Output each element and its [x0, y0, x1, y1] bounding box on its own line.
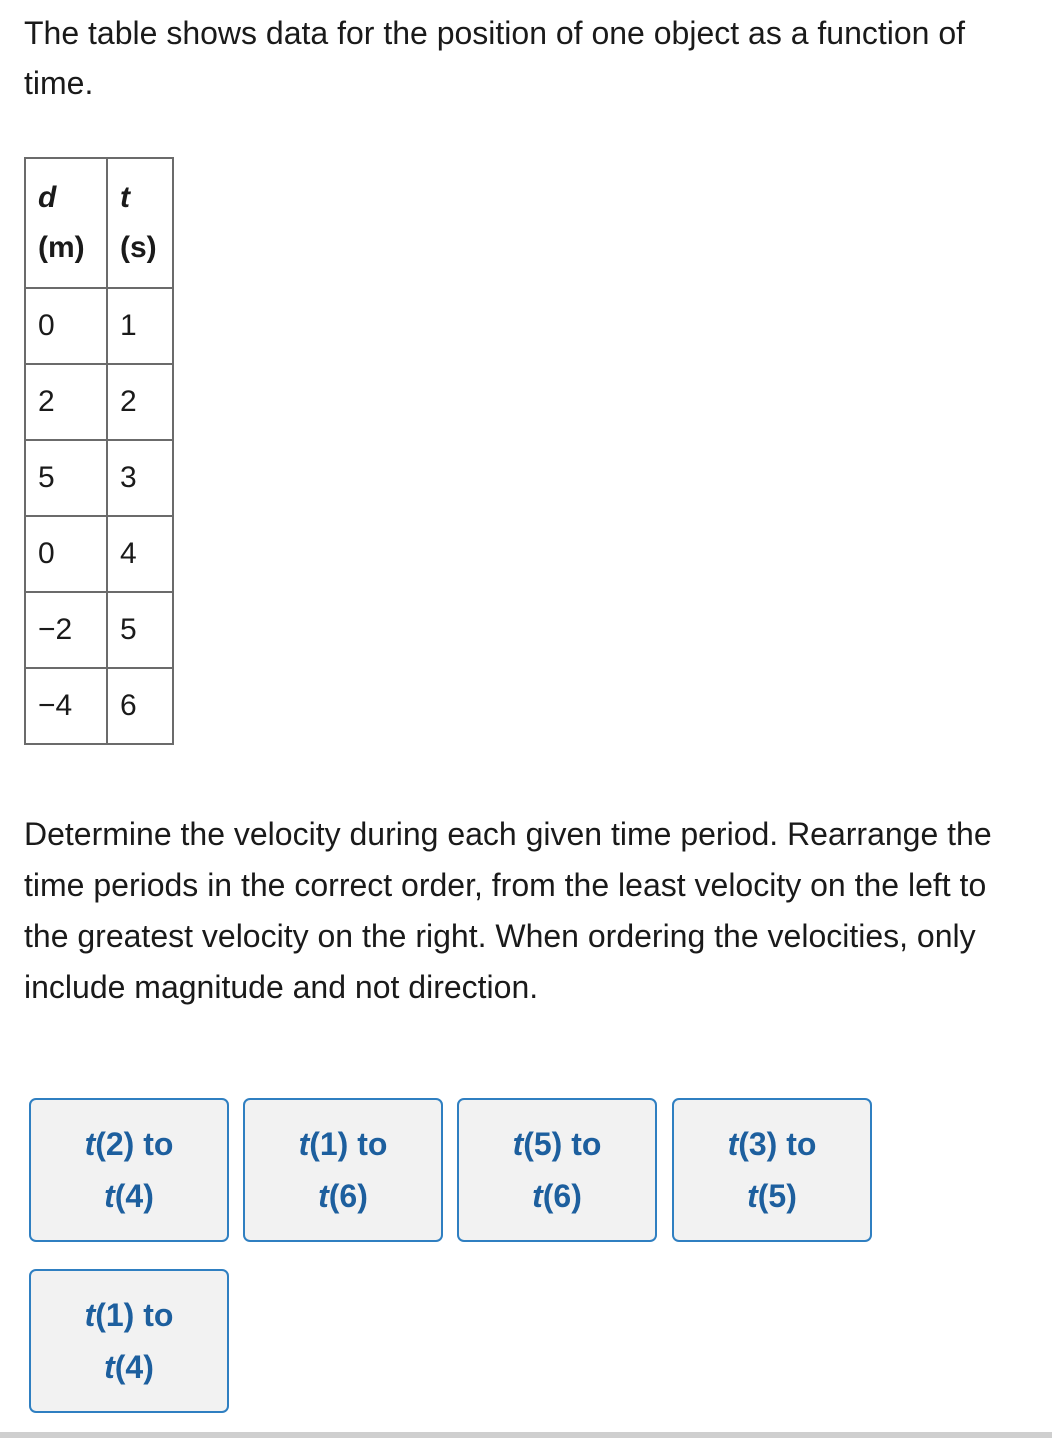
tile-end-variable: t: [532, 1178, 543, 1214]
intro-text: The table shows data for the position of one object as a function of time.: [24, 15, 966, 101]
distance-cell: 0: [25, 516, 107, 592]
tile-connector: to: [562, 1126, 602, 1162]
time-cell: 5: [107, 592, 173, 668]
table-header-row: [25, 158, 173, 288]
tile-start-argument: (1): [309, 1126, 349, 1162]
header-time-unit: (s): [120, 231, 157, 264]
time-period-tile-t5-to-t6[interactable]: [457, 1098, 657, 1242]
tile-start-variable: t: [84, 1297, 96, 1333]
tile-line-end: [104, 1341, 154, 1393]
tile-end-argument: (4): [114, 1178, 154, 1214]
tile-start-argument: (5): [523, 1126, 563, 1162]
tile-end-variable: t: [104, 1178, 115, 1214]
tile-end-argument: (6): [328, 1178, 368, 1214]
tile-connector: to: [777, 1126, 817, 1162]
time-period-tile-t1-to-t6[interactable]: [243, 1098, 443, 1242]
distance-cell: −2: [25, 592, 107, 668]
header-time-variable: t: [120, 181, 130, 214]
tile-connector: to: [134, 1297, 174, 1333]
tile-line-end: [318, 1170, 368, 1222]
tile-start-argument: (1): [95, 1297, 135, 1333]
tile-line-start: [513, 1118, 602, 1170]
table-row: [25, 288, 173, 364]
time-cell: 3: [107, 440, 173, 516]
tile-line-start: [299, 1118, 388, 1170]
position-time-table: [24, 157, 174, 745]
table-header: [25, 158, 173, 288]
tile-end-argument: (6): [542, 1178, 582, 1214]
table-body: [25, 288, 173, 744]
table-row: [25, 440, 173, 516]
table-row: [25, 592, 173, 668]
tile-start-variable: t: [298, 1126, 310, 1162]
time-period-tile-t2-to-t4[interactable]: [29, 1098, 229, 1242]
bottom-divider: [0, 1432, 1052, 1438]
distance-cell: 5: [25, 440, 107, 516]
time-cell: 6: [107, 668, 173, 744]
tile-end-variable: t: [747, 1178, 758, 1214]
tile-line-end: [747, 1170, 797, 1222]
tile-end-argument: (5): [757, 1178, 797, 1214]
distance-cell: 2: [25, 364, 107, 440]
header-distance: [25, 158, 107, 288]
tile-connector: to: [134, 1126, 174, 1162]
instructions-text: Determine the velocity during each given time period. Rearrange the time periods in the correct order, from the least velocity on the left to the greatest velocity on the right. When ordering the velocities, only include magnitude and not direction.: [24, 816, 992, 1005]
time-period-tile-t3-to-t5[interactable]: [672, 1098, 872, 1242]
tile-line-start: [85, 1118, 174, 1170]
distance-cell: 0: [25, 288, 107, 364]
time-cell: 2: [107, 364, 173, 440]
header-distance-unit: (m): [38, 231, 85, 264]
tile-line-end: [532, 1170, 582, 1222]
tile-start-variable: t: [512, 1126, 524, 1162]
tile-line-start: [728, 1118, 817, 1170]
tile-start-argument: (2): [95, 1126, 135, 1162]
tile-line-end: [104, 1170, 154, 1222]
tile-end-argument: (4): [114, 1349, 154, 1385]
tile-line-start: [85, 1289, 174, 1341]
tile-start-variable: t: [727, 1126, 739, 1162]
tile-end-variable: t: [318, 1178, 329, 1214]
table-row: [25, 516, 173, 592]
table-row: [25, 668, 173, 744]
time-period-tile-t1-to-t4[interactable]: [29, 1269, 229, 1413]
tile-start-variable: t: [84, 1126, 96, 1162]
tile-start-argument: (3): [738, 1126, 778, 1162]
header-distance-variable: d: [38, 181, 57, 214]
header-time: [107, 158, 173, 288]
distance-cell: −4: [25, 668, 107, 744]
tile-end-variable: t: [104, 1349, 115, 1385]
tile-connector: to: [348, 1126, 388, 1162]
table-row: [25, 364, 173, 440]
time-cell: 1: [107, 288, 173, 364]
time-cell: 4: [107, 516, 173, 592]
